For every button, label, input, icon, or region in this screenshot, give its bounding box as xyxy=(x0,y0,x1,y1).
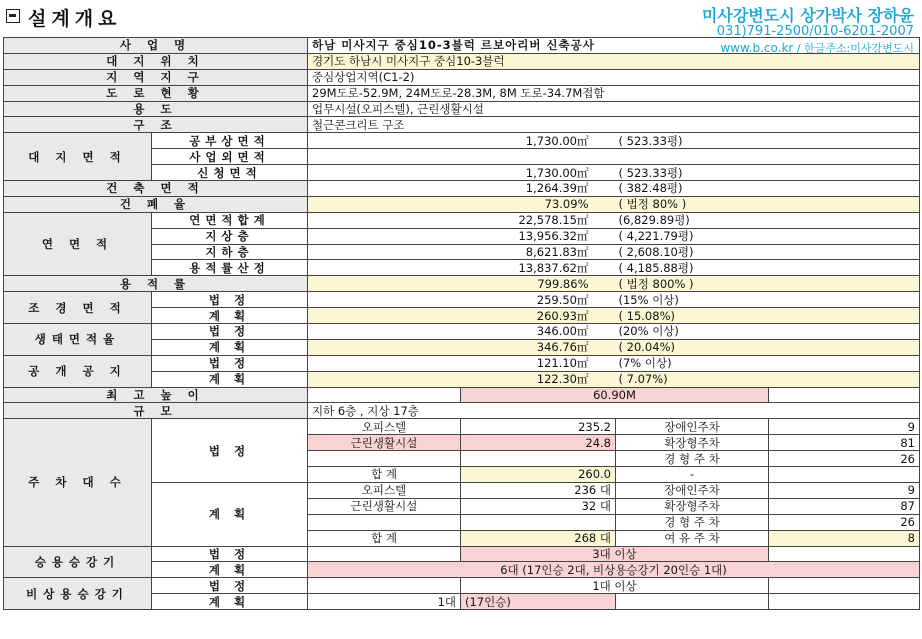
row-site-excluded: 사업외면적 xyxy=(4,149,920,165)
row-building-area: 건 축 면 적 1,264.39㎡ ( 382.48평) xyxy=(4,181,920,197)
row-project: 사 업 명 하남 미사지구 중심10-3블럭 르보아리버 신축공사 xyxy=(4,38,920,54)
row-landscape-legal: 조 경 면 적 법 정 259.50㎡ (15% 이상) xyxy=(4,292,920,308)
row-emergency-plan: 계 획 1대 (17인승) xyxy=(4,594,920,610)
row-floor-below: 지하층 8,621.83㎡ ( 2,608.10평) xyxy=(4,244,920,260)
row-landscape-plan: 계 획 260.93㎡ ( 15.08%) xyxy=(4,308,920,324)
watermark-name: 미사강변도시 상가박사 장하윤 xyxy=(701,6,914,25)
row-parking-legal-2: 근린생활시설 24.8 확장형주차 81 xyxy=(4,435,920,451)
road-value: 29M도로-52.9M, 24M도로-28.3M, 8M 도로-34.7M접함 xyxy=(308,85,920,101)
row-use: 용 도 업무시설(오피스텔), 근린생활시설 xyxy=(4,101,920,117)
max-height-value: 60.90M xyxy=(461,387,769,403)
row-scale: 규 모 지하 6층 , 지상 17층 xyxy=(4,403,920,419)
row-site-public: 대 지 면 적 공부상면적 1,730.00㎡ ( 523.33평) xyxy=(4,133,920,149)
scale-value: 지하 6층 , 지상 17층 xyxy=(308,403,920,419)
row-site-applied: 신청면적 1,730.00㎡ ( 523.33평) xyxy=(4,165,920,181)
row-far: 용 적 률 799.86% ( 법정 800% ) xyxy=(4,276,920,292)
row-eco-legal: 생태면적율 법 정 346.00㎡ (20% 이상) xyxy=(4,324,920,340)
overview-table xyxy=(3,37,920,610)
row-zone: 지 역 지 구 중심상업지역(C1-2) xyxy=(4,69,920,85)
row-elevator-plan: 계 획 6대 (17인승 2대, 비상용승강기 20인승 1대) xyxy=(4,562,920,578)
row-floor-far: 용적률산정 13,837.62㎡ ( 4,185.88평) xyxy=(4,260,920,276)
row-elevator-legal: 승용승강기 법 정 3대 이상 xyxy=(4,546,920,562)
title-bullet-icon xyxy=(6,9,20,23)
row-parking-legal-3: 경 형 주 차 26 xyxy=(4,451,920,467)
row-parking-plan-4: 합 계 268 대 여 유 주 차 8 xyxy=(4,530,920,546)
row-parking-legal-4: 합 계 260.0 - xyxy=(4,467,920,483)
row-parking-plan-3: 경 형 주 차 26 xyxy=(4,514,920,530)
watermark-url: www.b.co.kr / 한글주소:미사강변도시 xyxy=(720,41,914,55)
use-value: 업무시설(오피스텔), 근린생활시설 xyxy=(308,101,920,117)
row-emergency-legal: 비상용승강기 법 정 1대 이상 xyxy=(4,578,920,594)
row-open-plan: 계 획 122.30㎡ ( 7.07%) xyxy=(4,371,920,387)
row-parking-plan-1: 계 획 오피스텔 236 대 장애인주차 9 xyxy=(4,482,920,498)
page-title: 설계개요 xyxy=(28,8,122,30)
row-structure: 구 조 철근콘크리트 구조 xyxy=(4,117,920,133)
row-location: 대 지 위 치 경기도 하남시 미사지구 중심10-3블럭 xyxy=(4,53,920,69)
location-value: 경기도 하남시 미사지구 중심10-3블럭 xyxy=(308,53,920,69)
row-floor-total: 연 면 적 연면적합계 22,578.15㎡ (6,829.89평) xyxy=(4,212,920,228)
project-name: 하남 미사지구 중심10-3블럭 르보아리버 신축공사 xyxy=(308,38,920,54)
row-open-legal: 공 개 공 지 법 정 121.10㎡ (7% 이상) xyxy=(4,355,920,371)
row-height: 최 고 높 이 60.90M xyxy=(4,387,920,403)
row-road: 도 로 현 황 29M도로-52.9M, 24M도로-28.3M, 8M 도로-34.7M접함 xyxy=(4,85,920,101)
structure-value: 철근콘크리트 구조 xyxy=(308,117,920,133)
zone-value: 중심상업지역(C1-2) xyxy=(308,69,920,85)
row-coverage: 건 폐 율 73.09% ( 법정 80% ) xyxy=(4,196,920,212)
row-parking-legal-1: 주 차 대 수 법 정 오피스텔 235.2 장애인주차 9 xyxy=(4,419,920,435)
row-floor-above: 지상층 13,956.32㎡ ( 4,221.79평) xyxy=(4,228,920,244)
watermark-phone: 031)791-2500/010-6201-2007 xyxy=(716,24,914,39)
row-parking-plan-2: 근린생활시설 32 대 확장형주차 87 xyxy=(4,498,920,514)
row-eco-plan: 계 획 346.76㎡ ( 20.04%) xyxy=(4,339,920,355)
